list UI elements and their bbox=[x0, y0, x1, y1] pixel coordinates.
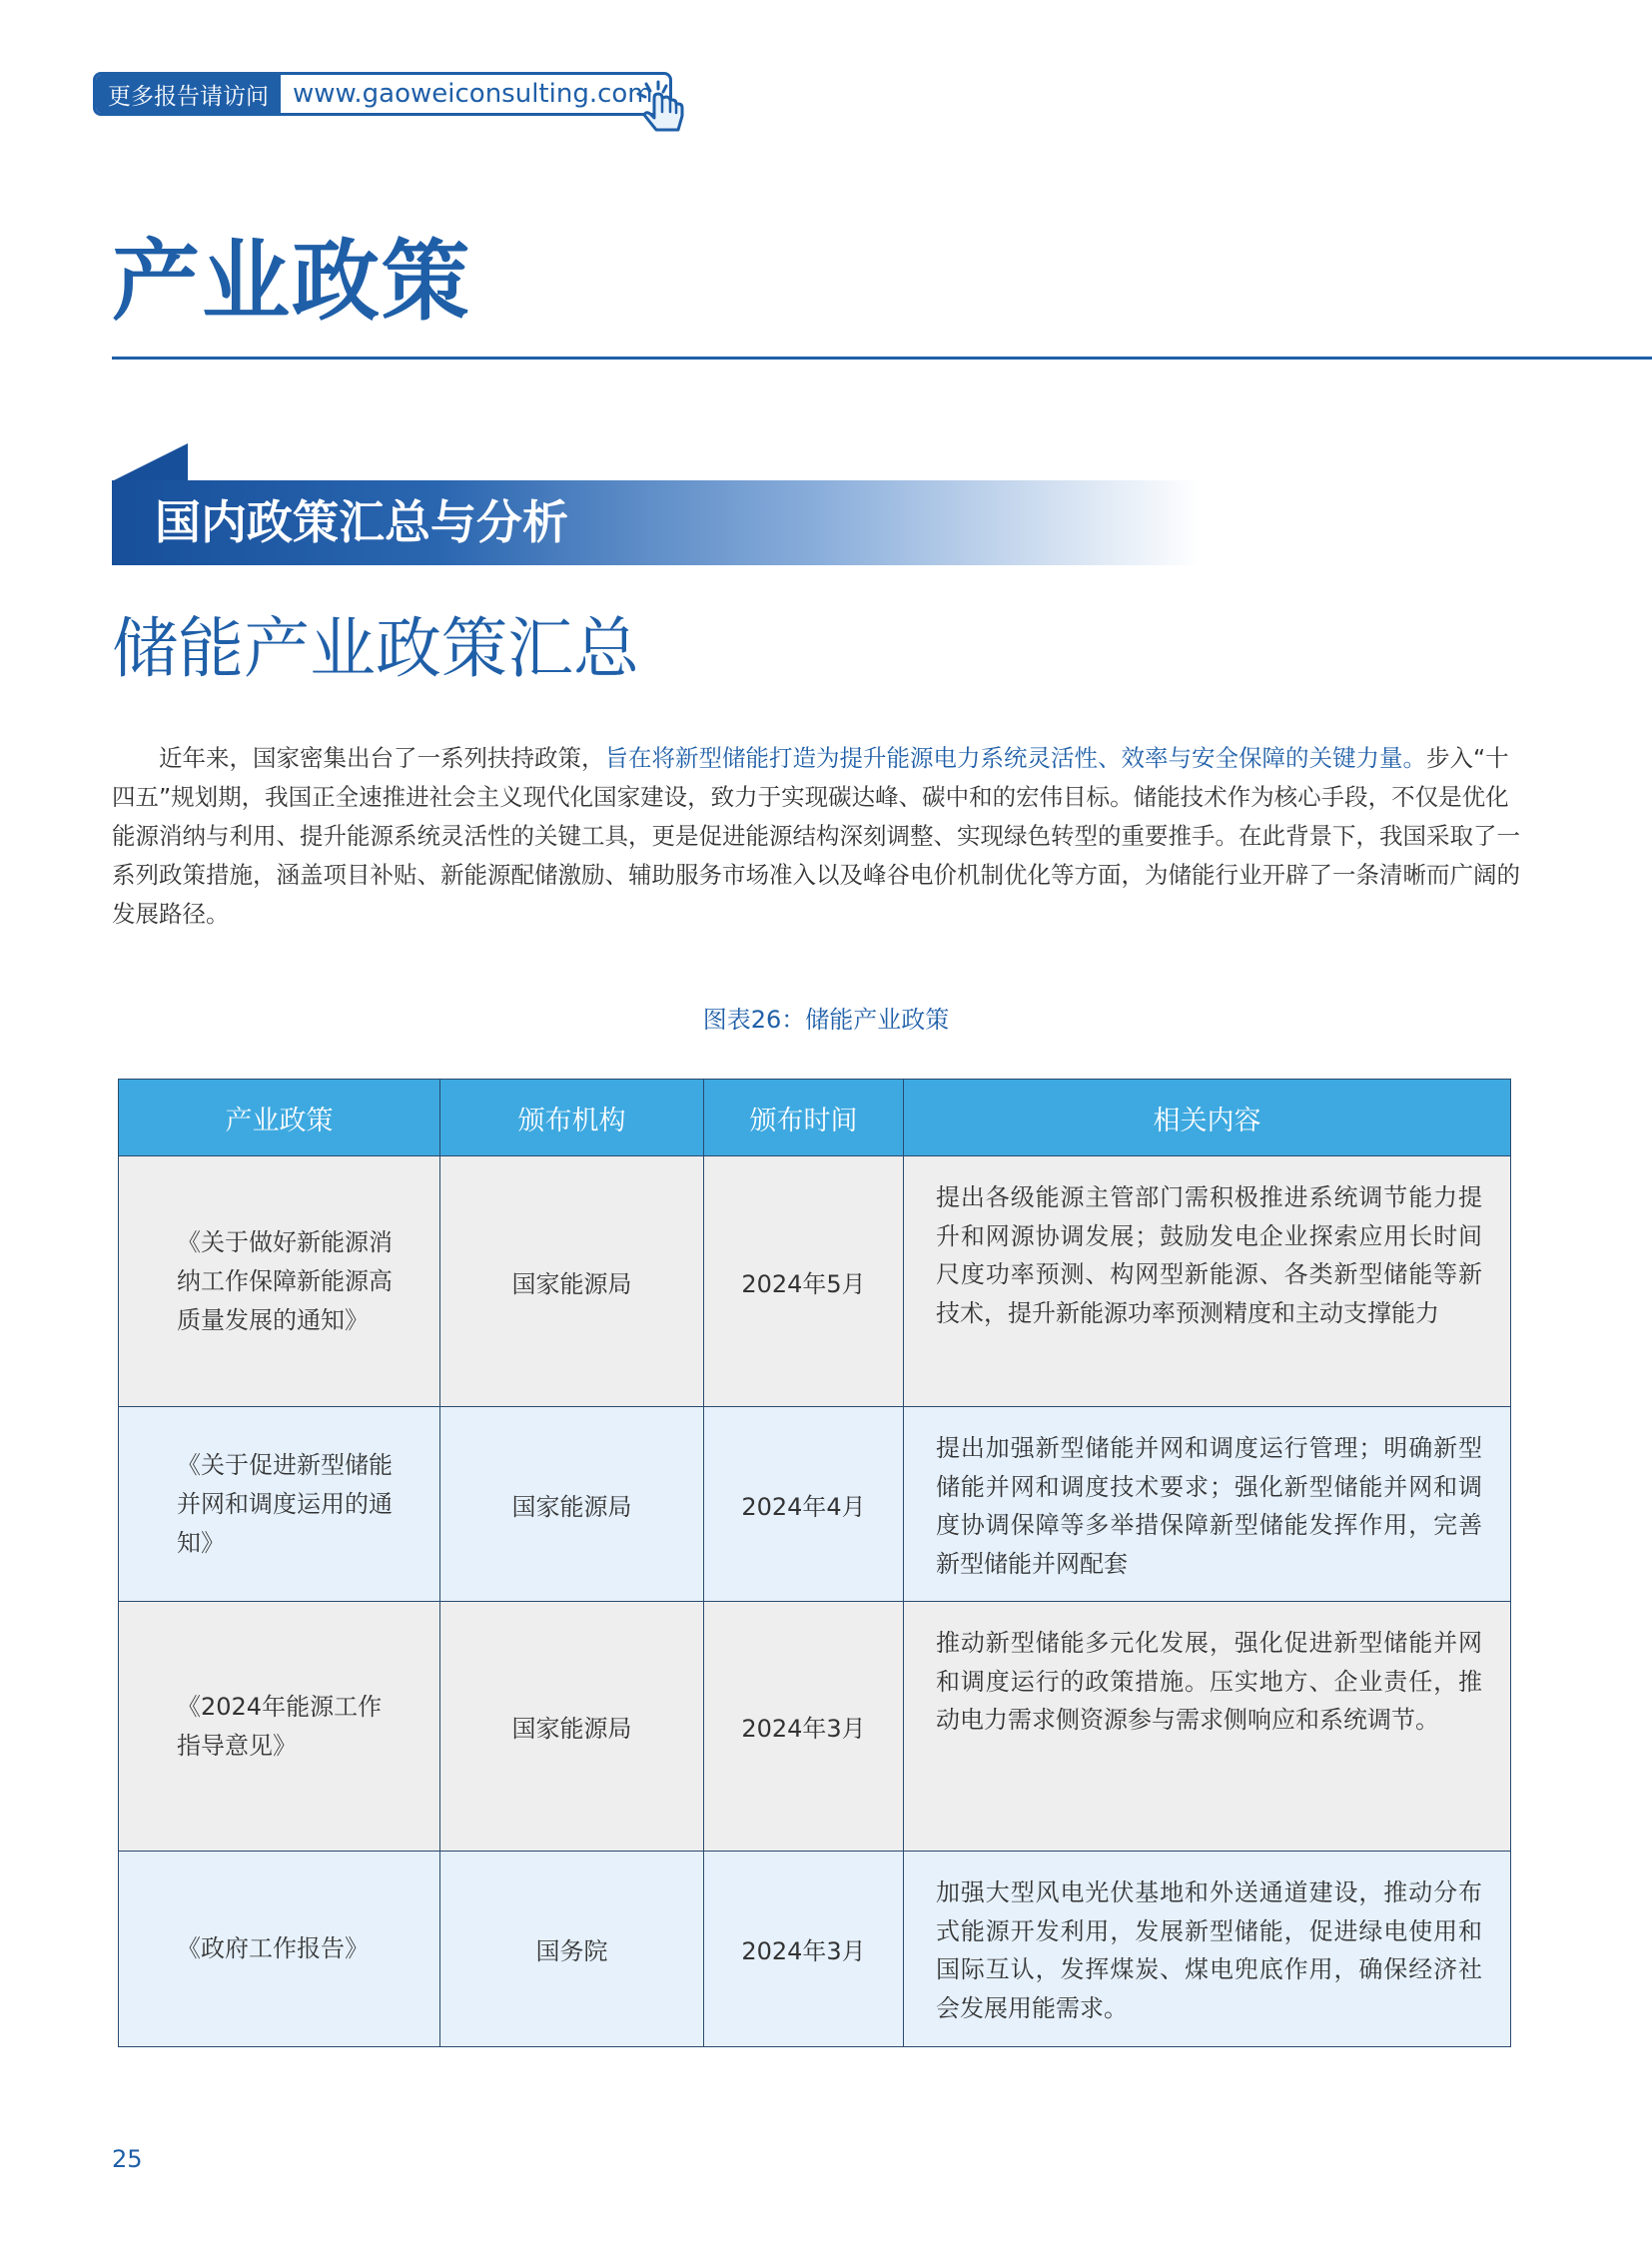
badge-label: 更多报告请访问 bbox=[96, 75, 281, 113]
policy-name: 《2024年能源工作指导意见》 bbox=[119, 1602, 440, 1852]
header-policy: 产业政策 bbox=[119, 1080, 440, 1156]
page-title: 产业政策 bbox=[112, 230, 472, 333]
table-row bbox=[119, 1407, 1511, 1602]
website-link[interactable]: www.gaoweiconsulting.com bbox=[293, 79, 653, 109]
intro-part-3: 步入“十四五”规划期，我国正全速推进社会主义现代化国家建设，致力于实现碳达峰、碳中和的宏伟目标。储能技术作为核心手段，不仅是优化能源消纳与利用、提升能源系统灵活性的关键工具，更是促进能源结构深刻调整、实现绿色转型的重要推手。在此背景下，我国采取了一系列政策措施，涵盖项目补贴、新能源配储激励、辅助服务市场准入以及峰谷电价机制优化等方面，为储能行业开辟了一条清晰而广阔的发展路径。 bbox=[112, 744, 1520, 928]
title-divider bbox=[112, 357, 1652, 360]
figure-caption: 图表26：储能产业政策 bbox=[702, 1006, 950, 1034]
policy-content-text: 提出加强新型储能并网和调度运行管理；明确新型储能并网和调度技术要求；强化新型储能并网和调度协调保障等多举措保障新型储能发挥作用，完善新型储能并网配套 bbox=[936, 1434, 1482, 1578]
agency: 国家能源局 bbox=[440, 1602, 704, 1852]
table-header-row bbox=[119, 1080, 1511, 1156]
table-row bbox=[119, 1602, 1511, 1852]
policy-content bbox=[904, 1407, 1511, 1602]
header-date: 颁布时间 bbox=[704, 1080, 904, 1156]
issue-date: 2024年5月 bbox=[704, 1156, 904, 1407]
issue-date: 2024年3月 bbox=[704, 1602, 904, 1852]
policy-content bbox=[904, 1852, 1511, 2047]
table-row bbox=[119, 1852, 1511, 2047]
intro-part-1: 近年来，国家密集出台了一系列扶持政策， bbox=[159, 744, 605, 772]
section-banner-title: 国内政策汇总与分析 bbox=[155, 495, 568, 549]
table-row bbox=[119, 1156, 1511, 1407]
issue-date: 2024年3月 bbox=[704, 1852, 904, 2047]
banner-corner-decoration bbox=[112, 443, 188, 481]
issue-date: 2024年4月 bbox=[704, 1407, 904, 1602]
policy-content-text: 提出各级能源主管部门需积极推进系统调节能力提升和网源协调发展；鼓励发电企业探索应用长时间尺度功率预测、构网型新能源、各类新型储能等新技术，提升新能源功率预测精度和主动支撑能力 bbox=[936, 1183, 1482, 1327]
agency: 国家能源局 bbox=[440, 1407, 704, 1602]
intro-highlight: 旨在将新型储能打造为提升能源电力系统灵活性、效率与安全保障的关键力量。 bbox=[604, 744, 1426, 772]
website-badge[interactable] bbox=[93, 72, 672, 116]
page-number: 25 bbox=[112, 2145, 143, 2173]
agency: 国家能源局 bbox=[440, 1156, 704, 1407]
policy-name: 《政府工作报告》 bbox=[119, 1852, 440, 2047]
policy-name: 《关于做好新能源消纳工作保障新能源高质量发展的通知》 bbox=[119, 1156, 440, 1407]
header-agency: 颁布机构 bbox=[440, 1080, 704, 1156]
policy-content bbox=[904, 1602, 1511, 1852]
policy-content-text: 加强大型风电光伏基地和外送通道建设，推动分布式能源开发利用，发展新型储能，促进绿电使用和国际互认，发挥煤炭、煤电兜底作用，确保经济社会发展用能需求。 bbox=[936, 1878, 1482, 2022]
policy-content bbox=[904, 1156, 1511, 1407]
intro-paragraph bbox=[112, 739, 1530, 934]
policy-name: 《关于促进新型储能并网和调度运用的通知》 bbox=[119, 1407, 440, 1602]
agency: 国务院 bbox=[440, 1852, 704, 2047]
policy-table bbox=[118, 1079, 1511, 2047]
subsection-title: 储能产业政策汇总 bbox=[112, 610, 639, 687]
header-content: 相关内容 bbox=[904, 1080, 1511, 1156]
pointer-hand-click-icon bbox=[632, 78, 692, 138]
policy-content-text: 推动新型储能多元化发展，强化促进新型储能并网和调度运行的政策措施。压实地方、企业责任，推动电力需求侧资源参与需求侧响应和系统调节。 bbox=[936, 1629, 1482, 1734]
